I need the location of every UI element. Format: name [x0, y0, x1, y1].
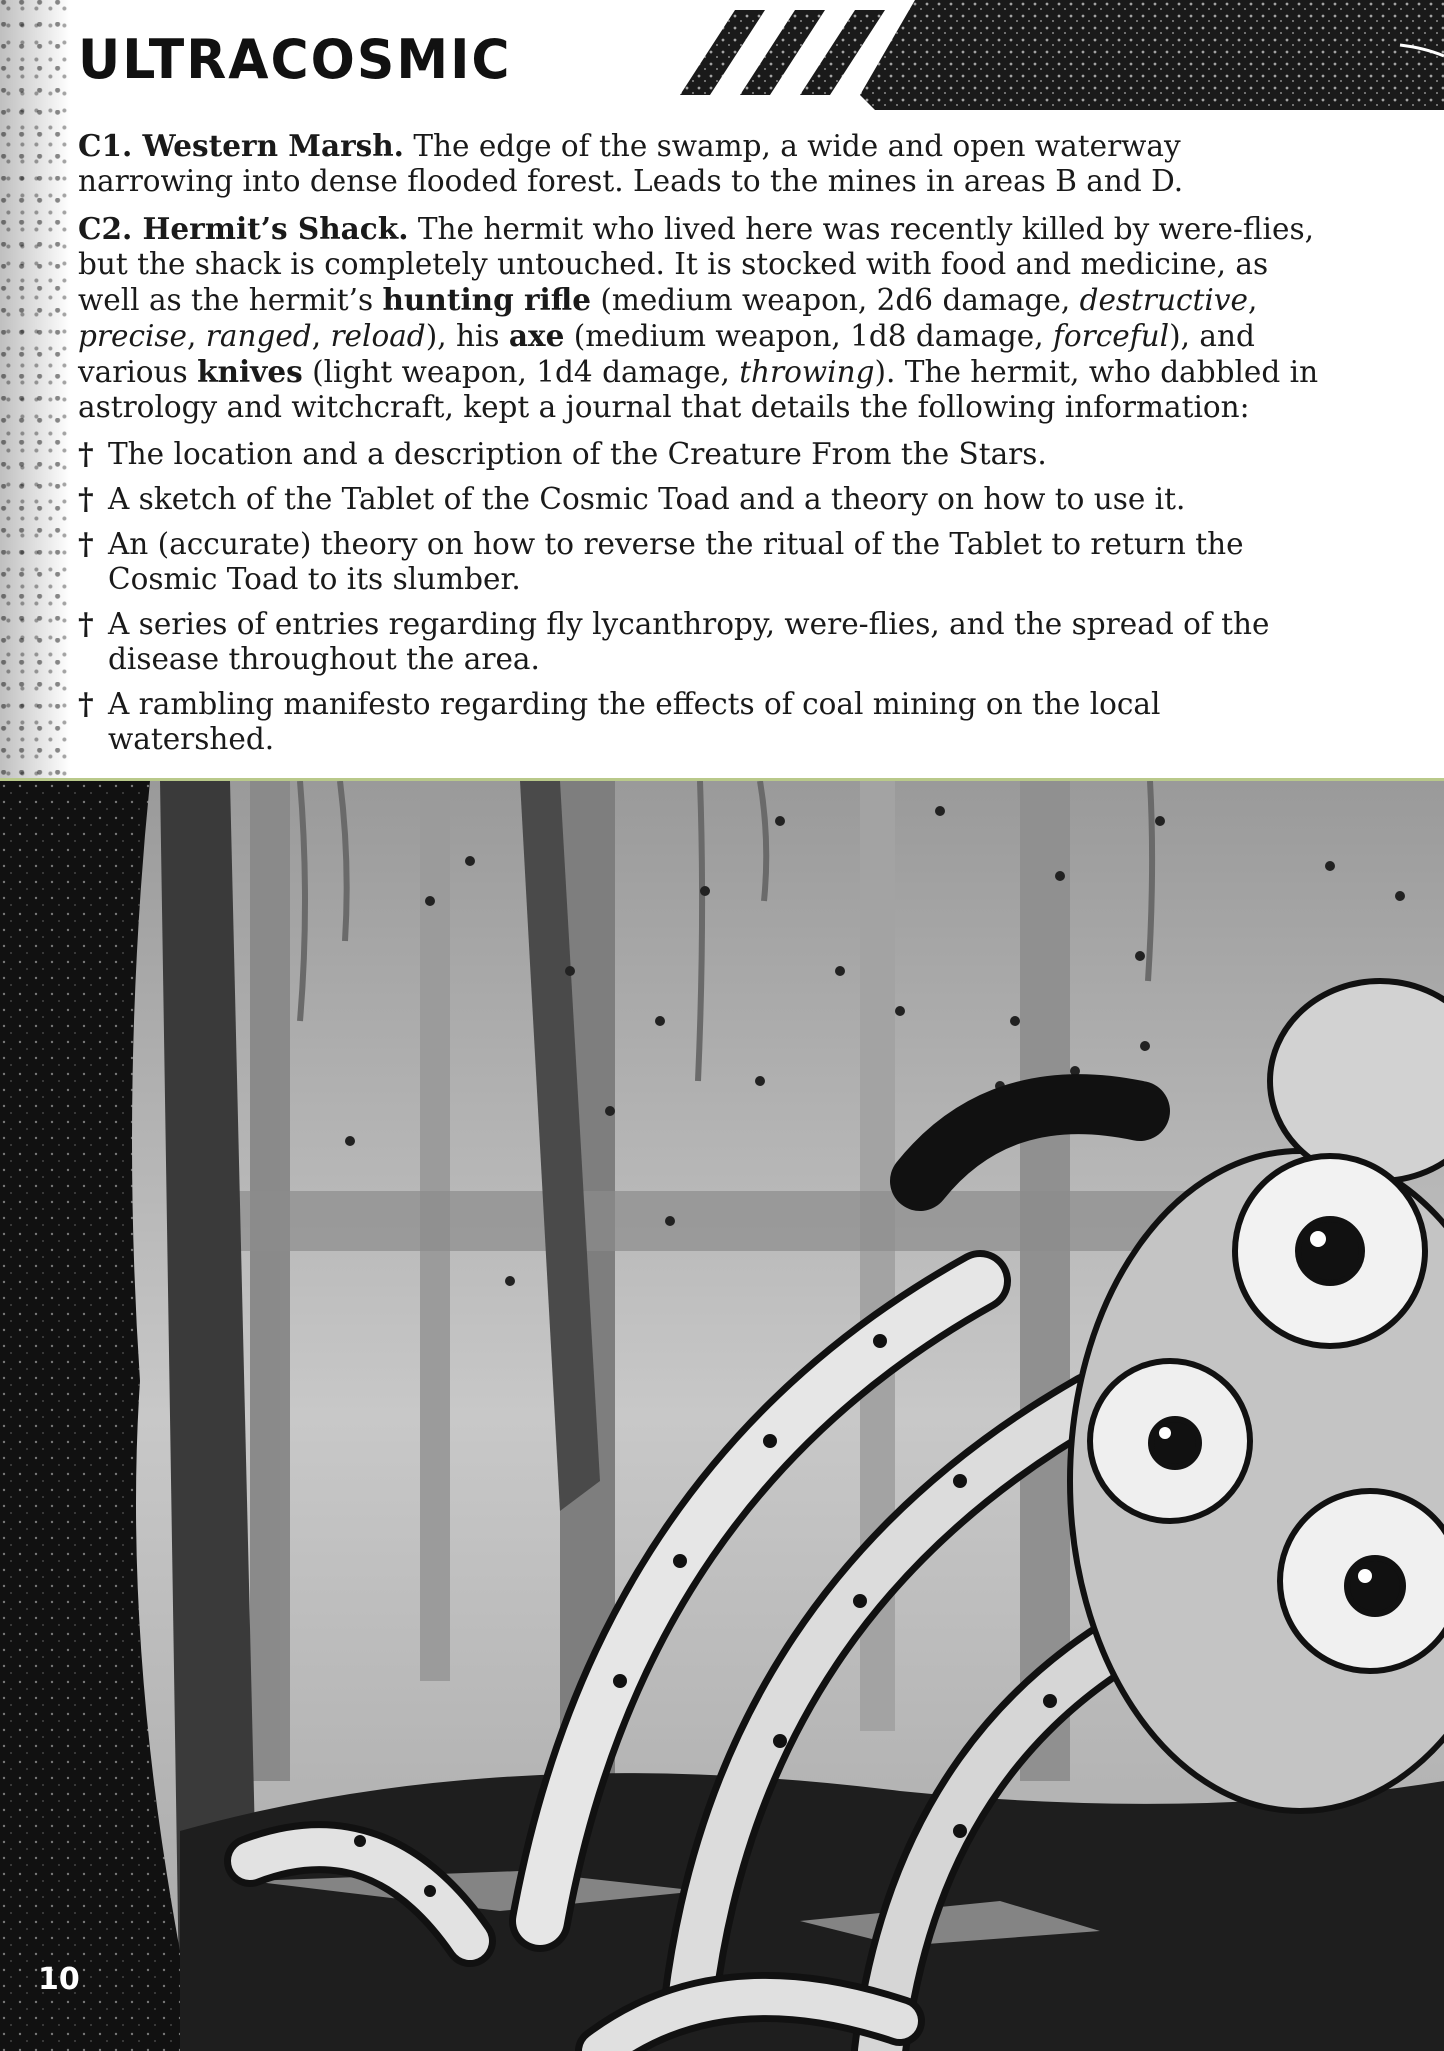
list-item — [78, 607, 1328, 677]
item-hunting-rifle: hunting rifle — [382, 282, 591, 317]
list-item-text: An (accurate) theory on how to reverse the ritual of the Tablet to return the Cosmic Toad to its slumber. — [108, 527, 1244, 596]
section-c2-text: ), his — [425, 319, 509, 353]
section-c2 — [78, 211, 1328, 425]
section-c2-text: ). The hermit, who dabbled in astrology and witchcraft, kept a journal that details the following information: — [78, 355, 1319, 424]
body-text — [78, 128, 1328, 767]
tag-destructive: destructive — [1079, 283, 1248, 317]
list-item-text: The location and a description of the Creature From the Stars. — [108, 437, 1047, 471]
list-item-text: A rambling manifesto regarding the effects of coal mining on the local watershed. — [108, 687, 1161, 756]
list-item — [78, 527, 1328, 597]
section-c2-text: (medium weapon, 2d6 damage, — [590, 283, 1080, 317]
logo: ULTRACOSMIC — [78, 28, 512, 92]
separator: , — [311, 319, 331, 353]
list-item — [78, 437, 1328, 472]
page-header — [0, 0, 1444, 120]
item-axe: axe — [508, 318, 565, 353]
section-c2-text: The hermit who lived here was recently killed by were-flies, but the shack is completely untouched. It is stocked with food and medicine, as well as the hermit’s — [78, 212, 1314, 317]
journal-list — [78, 437, 1328, 757]
section-c2-text: ), and various — [78, 319, 1255, 389]
section-c2-text: (medium weapon, 1d8 damage, — [564, 319, 1053, 353]
separator: , — [187, 319, 206, 353]
tag-ranged: ranged — [205, 319, 312, 353]
illustration-art — [0, 781, 1444, 2051]
tag-throwing: throwing — [739, 355, 875, 389]
tag-precise: precise — [78, 319, 187, 353]
list-item-text: A series of entries regarding fly lycanthropy, were-flies, and the spread of the disease throughout the area. — [108, 607, 1270, 676]
tag-forceful: forceful — [1053, 319, 1170, 353]
section-c1 — [78, 128, 1328, 199]
header-stripes-decoration — [660, 0, 1444, 120]
dagger-icon: † — [78, 482, 94, 517]
dagger-icon: † — [78, 437, 94, 472]
separator: , — [1247, 283, 1258, 317]
dagger-icon: † — [78, 527, 94, 562]
item-knives: knives — [197, 354, 303, 389]
list-item — [78, 687, 1328, 757]
dagger-icon: † — [78, 687, 94, 722]
page-number: 10 — [38, 1962, 80, 1997]
dagger-icon: † — [78, 607, 94, 642]
section-c1-text: The edge of the swamp, a wide and open waterway narrowing into dense flooded forest. Leads to the mines in areas B and D. — [78, 129, 1184, 198]
list-item-text: A sketch of the Tablet of the Cosmic Toad and a theory on how to use it. — [108, 482, 1186, 516]
swamp-creature-illustration — [0, 778, 1444, 2051]
tag-reload: reload — [330, 319, 426, 353]
section-c2-text: (light weapon, 1d4 damage, — [302, 355, 740, 389]
section-c2-title: C2. Hermit’s Shack. — [78, 211, 409, 246]
list-item — [78, 482, 1328, 517]
section-c1-title: C1. Western Marsh. — [78, 128, 404, 163]
